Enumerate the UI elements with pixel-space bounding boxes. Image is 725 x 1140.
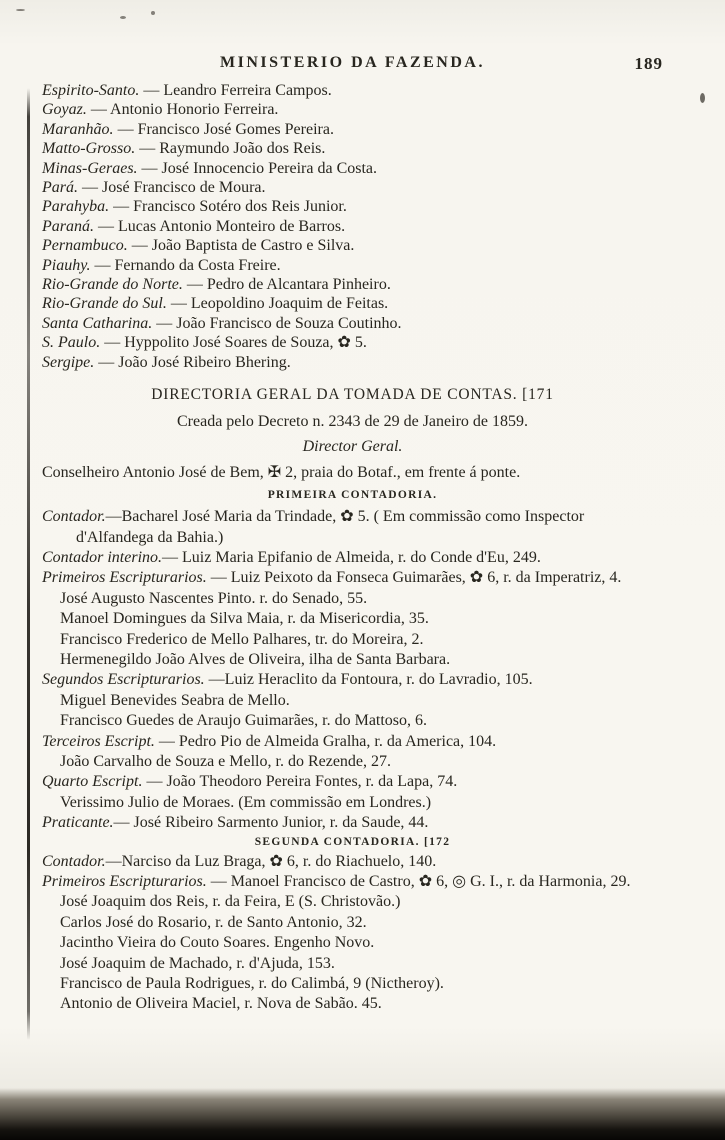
entry-text: José Joaquim de Machado, r. d'Ajuda, 153. — [60, 954, 335, 972]
province-name: S. Paulo. — [42, 334, 101, 352]
province-entry — [42, 120, 663, 139]
entry-text: —Narciso da Luz Braga, ✿ 6, r. do Riachuelo, 140. — [105, 852, 437, 870]
entry-role-label: Primeiros Escripturarios. — [42, 569, 207, 587]
entry-role-label: Contador interino. — [42, 548, 163, 566]
province-official-name: — Leandro Ferreira Campos. — [143, 82, 332, 99]
province-entry — [42, 256, 663, 275]
directory-entry — [42, 609, 663, 629]
province-entry — [42, 314, 663, 333]
directory-entry — [42, 548, 663, 568]
primeira-contadoria-heading: PRIMEIRA CONTADORIA. — [267, 489, 438, 502]
province-official-name: — Hyppolito José Soares de Souza, ✿ 5. — [104, 334, 367, 352]
province-official-name: — Francisco José Gomes Pereira. — [117, 120, 334, 138]
entry-role-label: Terceiros Escript. — [42, 732, 155, 750]
province-name: Espirito-Santo. — [42, 82, 140, 99]
province-entry — [42, 294, 663, 313]
province-name: Rio-Grande do Sul. — [42, 295, 167, 313]
directory-entry — [42, 813, 663, 833]
province-official-name: — João Baptista de Castro e Silva. — [131, 237, 355, 255]
province-entry — [42, 100, 663, 119]
directory-entry — [42, 872, 663, 892]
directory-entry — [42, 752, 663, 772]
entry-text: José Augusto Nascentes Pinto. r. do Senado, 55. — [60, 589, 368, 607]
entry-text: —Bacharel José Maria da Trindade, ✿ 5. ( Em commissão como Inspector d'Alfandega da Bahia.) — [76, 508, 585, 546]
entry-role-label: Praticante. — [42, 814, 114, 832]
directory-entry — [42, 507, 663, 548]
entry-text: Francisco Guedes de Araujo Guimarães, r. do Mattoso, 6. — [60, 712, 428, 730]
segunda-contadoria-heading: SEGUNDA CONTADORIA. [172 — [254, 835, 451, 848]
entry-text: — João Theodoro Pereira Fontes, r. da Lapa, 74. — [142, 773, 458, 791]
directory-entry — [42, 913, 663, 933]
province-official-name: — José Innocencio Pereira da Costa. — [141, 159, 378, 177]
director-geral-title: Director Geral. — [302, 438, 403, 456]
entry-text: Antonio de Oliveira Maciel, r. Nova de Sabão. 45. — [60, 995, 382, 1013]
province-name: Pará. — [42, 179, 78, 197]
directory-entry — [42, 568, 663, 588]
entry-text: — Luiz Peixoto da Fonseca Guimarães, ✿ 6, r. da Imperatriz, 4. — [206, 569, 622, 587]
entry-text: Francisco de Paula Rodrigues, r. do Calimbá, 9 (Nictheroy). — [60, 975, 444, 993]
directory-entry — [42, 670, 663, 690]
province-name: Sergipe. — [42, 353, 95, 371]
entry-text: Carlos José do Rosario, r. de Santo Antonio, 32. — [60, 913, 367, 931]
page-title: MINISTERIO DA FAZENDA. — [220, 54, 485, 71]
directory-entry — [42, 772, 663, 792]
entry-text: Hermenegildo João Alves de Oliveira, ilha de Santa Barbara. — [60, 650, 451, 668]
province-name: Santa Catharina. — [42, 314, 153, 332]
directory-entry — [42, 589, 663, 609]
province-entry — [42, 178, 663, 197]
province-official-name: — José Francisco de Moura. — [82, 179, 266, 197]
primeira-contadoria-entries — [42, 507, 663, 834]
directory-entry — [42, 933, 663, 953]
province-entry — [42, 333, 663, 352]
province-name: Pernambuco. — [42, 237, 128, 255]
province-official-name: — João Francisco de Souza Coutinho. — [156, 314, 402, 332]
entry-text: — José Ribeiro Sarmento Junior, r. da Saude, 44. — [113, 814, 429, 832]
province-entry — [42, 353, 663, 372]
segunda-contadoria-entries — [42, 852, 663, 1015]
directory-entry — [42, 852, 663, 872]
province-name: Parahyba. — [42, 198, 110, 216]
province-name: Matto-Grosso. — [42, 140, 136, 158]
province-entry — [42, 217, 663, 236]
province-entry — [42, 197, 663, 216]
province-entry — [42, 139, 663, 158]
province-official-name: — Lucas Antonio Monteiro de Barros. — [98, 217, 346, 235]
province-official-name: — Leopoldino Joaquim de Feitas. — [170, 295, 389, 313]
page-number: 189 — [634, 54, 663, 73]
province-official-list — [42, 81, 663, 372]
province-name: Minas-Geraes. — [42, 159, 138, 177]
page-header — [42, 54, 663, 72]
directory-entry — [42, 892, 663, 912]
province-name: Paraná. — [42, 217, 94, 235]
entry-text: — Manoel Francisco de Castro, ✿ 6, ◎ G. I., r. da Harmonia, 29. — [206, 873, 631, 890]
province-name: Piauhy. — [42, 256, 91, 274]
province-official-name: — Antonio Honorio Ferreira. — [90, 101, 279, 119]
entry-text: José Joaquim dos Reis, r. da Feira, E (S. Christovão.) — [60, 893, 401, 911]
directory-entry — [42, 711, 663, 731]
entry-text: Francisco Frederico de Mello Palhares, tr. do Moreira, 2. — [60, 630, 424, 648]
entry-text: —Luiz Heraclito da Fontoura, r. do Lavradio, 105. — [204, 671, 533, 689]
province-official-name: — Raymundo João dos Reis. — [139, 140, 326, 158]
directory-entry — [42, 650, 663, 670]
decree-line: Creada pelo Decreto n. 2343 de 29 de Janeiro de 1859. — [177, 413, 528, 431]
entry-role-label: Segundos Escripturarios. — [42, 671, 205, 689]
entry-text: Verissimo Julio de Moraes. (Em commissão em Londres.) — [60, 793, 432, 811]
entry-role-label: Contador. — [42, 852, 106, 870]
province-official-name: — Pedro de Alcantara Pinheiro. — [186, 276, 391, 294]
entry-text: Manoel Domingues da Silva Maia, r. da Misericordia, 35. — [60, 610, 429, 628]
directory-entry — [42, 630, 663, 650]
province-name: Goyaz. — [42, 101, 87, 119]
entry-role-label: Primeiros Escripturarios. — [42, 873, 207, 890]
province-name: Rio-Grande do Norte. — [42, 276, 183, 294]
directoria-heading: DIRECTORIA GERAL DA TOMADA DE CONTAS. [171 — [151, 386, 554, 404]
directory-entry — [42, 732, 663, 752]
entry-text: — Luiz Maria Epifanio de Almeida, r. do Conde d'Eu, 249. — [162, 548, 541, 566]
directory-entry — [42, 994, 663, 1014]
entry-role-label: Quarto Escript. — [42, 773, 143, 791]
province-official-name: — Francisco Sotéro dos Reis Junior. — [113, 198, 347, 216]
province-official-name: — Fernando da Costa Freire. — [94, 256, 281, 274]
directory-entry — [42, 793, 663, 813]
province-entry — [42, 81, 663, 100]
director-geral-entry: Conselheiro Antonio José de Bem, ✠ 2, praia do Botaf., em frente á ponte. — [42, 464, 521, 482]
entry-text: — Pedro Pio de Almeida Gralha, r. da America, 104. — [154, 732, 497, 750]
page-bottom-shadow — [0, 1088, 725, 1140]
directory-entry — [42, 974, 663, 994]
province-entry — [42, 275, 663, 294]
entry-role-label: Contador. — [42, 508, 106, 526]
entry-text: Miguel Benevides Seabra de Mello. — [60, 691, 290, 709]
province-entry — [42, 236, 663, 255]
entry-text: Jacintho Vieira do Couto Soares. Engenho Novo. — [60, 934, 375, 952]
directory-entry — [42, 691, 663, 711]
province-official-name: — João José Ribeiro Bhering. — [98, 353, 291, 371]
directory-entry — [42, 954, 663, 974]
province-entry — [42, 159, 663, 178]
entry-text: João Carvalho de Souza e Mello, r. do Rezende, 27. — [60, 752, 392, 770]
province-name: Maranhão. — [42, 120, 114, 138]
